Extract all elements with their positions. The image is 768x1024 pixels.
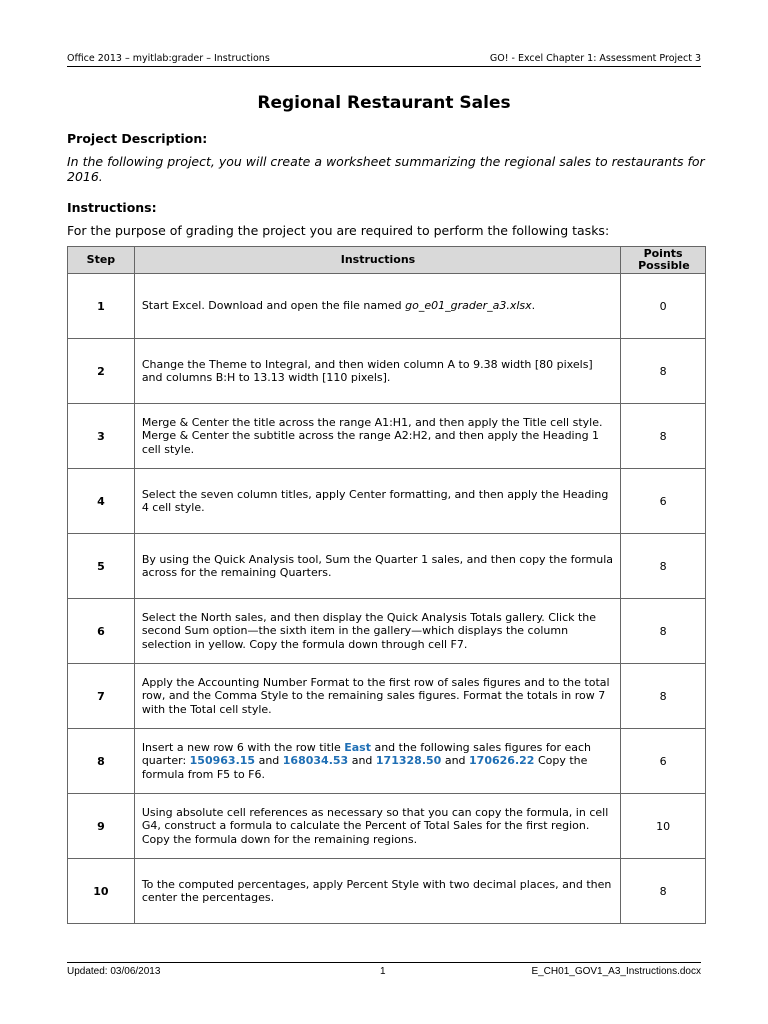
- table-row: [68, 664, 706, 729]
- highlight-value: 150963.15: [189, 754, 256, 768]
- step-points: 8: [621, 664, 706, 729]
- step-number: 5: [68, 534, 135, 599]
- step-points: 8: [621, 339, 706, 404]
- step-points: 8: [621, 599, 706, 664]
- step-points: 10: [621, 794, 706, 859]
- step-number: 7: [68, 664, 135, 729]
- footer-updated: Updated: 03/06/2013: [67, 966, 161, 977]
- header-right: GO! - Excel Chapter 1: Assessment Project 3: [489, 53, 701, 64]
- instruction-text: and the following sales figures for each quarter:: [141, 740, 591, 768]
- instruction-text-end: .: [531, 299, 536, 313]
- highlight-value: 171328.50: [375, 754, 442, 768]
- page-header: [67, 53, 701, 67]
- header-step: Step: [68, 247, 135, 274]
- step-instruction: [134, 274, 620, 339]
- table-row: [68, 599, 706, 664]
- step-instruction: [134, 729, 620, 794]
- step-instruction: Merge & Center the title across the range A1:H1, and then apply the Title cell style. Merge & Center the subtitle across the range A2:H2, and then apply the Heading 1 cell style.: [134, 404, 620, 469]
- step-number: 10: [68, 859, 135, 924]
- project-description-heading: Project Description:: [67, 131, 208, 146]
- table-row: [68, 729, 706, 794]
- table-row: [68, 339, 706, 404]
- step-number: 2: [68, 339, 135, 404]
- project-description-text: In the following project, you will create a worksheet summarizing the regional sales to restaurants for 2016.: [67, 154, 705, 184]
- highlight-value: 168034.53: [282, 754, 349, 768]
- footer-filename: E_CH01_GOV1_A3_Instructions.docx: [531, 966, 701, 977]
- table-header-row: [68, 247, 706, 274]
- instruction-text: Insert a new row 6 with the row title: [141, 740, 345, 754]
- step-instruction: Using absolute cell references as necessary so that you can copy the formula, in cell G4, construct a formula to calculate the Percent of Total Sales for the first region. Copy the formula down for the remaining regions.: [134, 794, 620, 859]
- step-instruction: Select the North sales, and then display the Quick Analysis Totals gallery. Click the second Sum option—the sixth item in the gallery—which displays the column selection in yellow. Copy the formula down through cell F7.: [134, 599, 620, 664]
- highlight-value: 170626.22: [469, 754, 535, 768]
- step-points: 8: [621, 404, 706, 469]
- header-instructions: Instructions: [134, 247, 620, 274]
- header-points: [621, 247, 706, 274]
- step-points: 8: [621, 859, 706, 924]
- instruction-text: Start Excel. Download and open the file named: [141, 299, 406, 313]
- table-row: [68, 534, 706, 599]
- step-points: 8: [621, 534, 706, 599]
- header-points-label: Points Possible: [638, 247, 690, 272]
- step-points: 0: [621, 274, 706, 339]
- step-instruction: By using the Quick Analysis tool, Sum the Quarter 1 sales, and then copy the formula across for the remaining Quarters.: [134, 534, 620, 599]
- instructions-intro: For the purpose of grading the project you are required to perform the following tasks:: [67, 223, 610, 238]
- step-points: 6: [621, 729, 706, 794]
- page-footer: [67, 962, 701, 977]
- instruction-text: and: [255, 754, 283, 768]
- table-row: [68, 859, 706, 924]
- file-name: go_e01_grader_a3.xlsx: [405, 299, 532, 313]
- instruction-text: Copy the formula from F5 to F6.: [141, 754, 588, 781]
- step-instruction: Select the seven column titles, apply Center formatting, and then apply the Heading 4 cell style.: [134, 469, 620, 534]
- step-instruction: To the computed percentages, apply Percent Style with two decimal places, and then center the percentages.: [134, 859, 620, 924]
- step-points: 6: [621, 469, 706, 534]
- table-row: [68, 404, 706, 469]
- table-row: [68, 469, 706, 534]
- step-number: 6: [68, 599, 135, 664]
- step-instruction: Apply the Accounting Number Format to the first row of sales figures and to the total row, and the Comma Style to the remaining sales figures. Format the totals in row 7 with the Total cell style.: [134, 664, 620, 729]
- highlight-row-title: East: [344, 740, 371, 754]
- step-number: 9: [68, 794, 135, 859]
- table-row: [68, 274, 706, 339]
- step-number: 1: [68, 274, 135, 339]
- instruction-text: and: [348, 754, 376, 768]
- table-row: [68, 794, 706, 859]
- step-number: 3: [68, 404, 135, 469]
- instructions-heading: Instructions:: [67, 200, 157, 215]
- document-title: Regional Restaurant Sales: [257, 93, 511, 113]
- step-number: 4: [68, 469, 135, 534]
- step-number: 8: [68, 729, 135, 794]
- task-table: [67, 246, 706, 924]
- header-left: Office 2013 – myitlab:grader – Instructions: [67, 53, 270, 64]
- instruction-text: and: [441, 754, 470, 768]
- footer-page-number: 1: [380, 966, 386, 977]
- step-instruction: Change the Theme to Integral, and then widen column A to 9.38 width [80 pixels] and columns B:H to 13.13 width [110 pixels].: [134, 339, 620, 404]
